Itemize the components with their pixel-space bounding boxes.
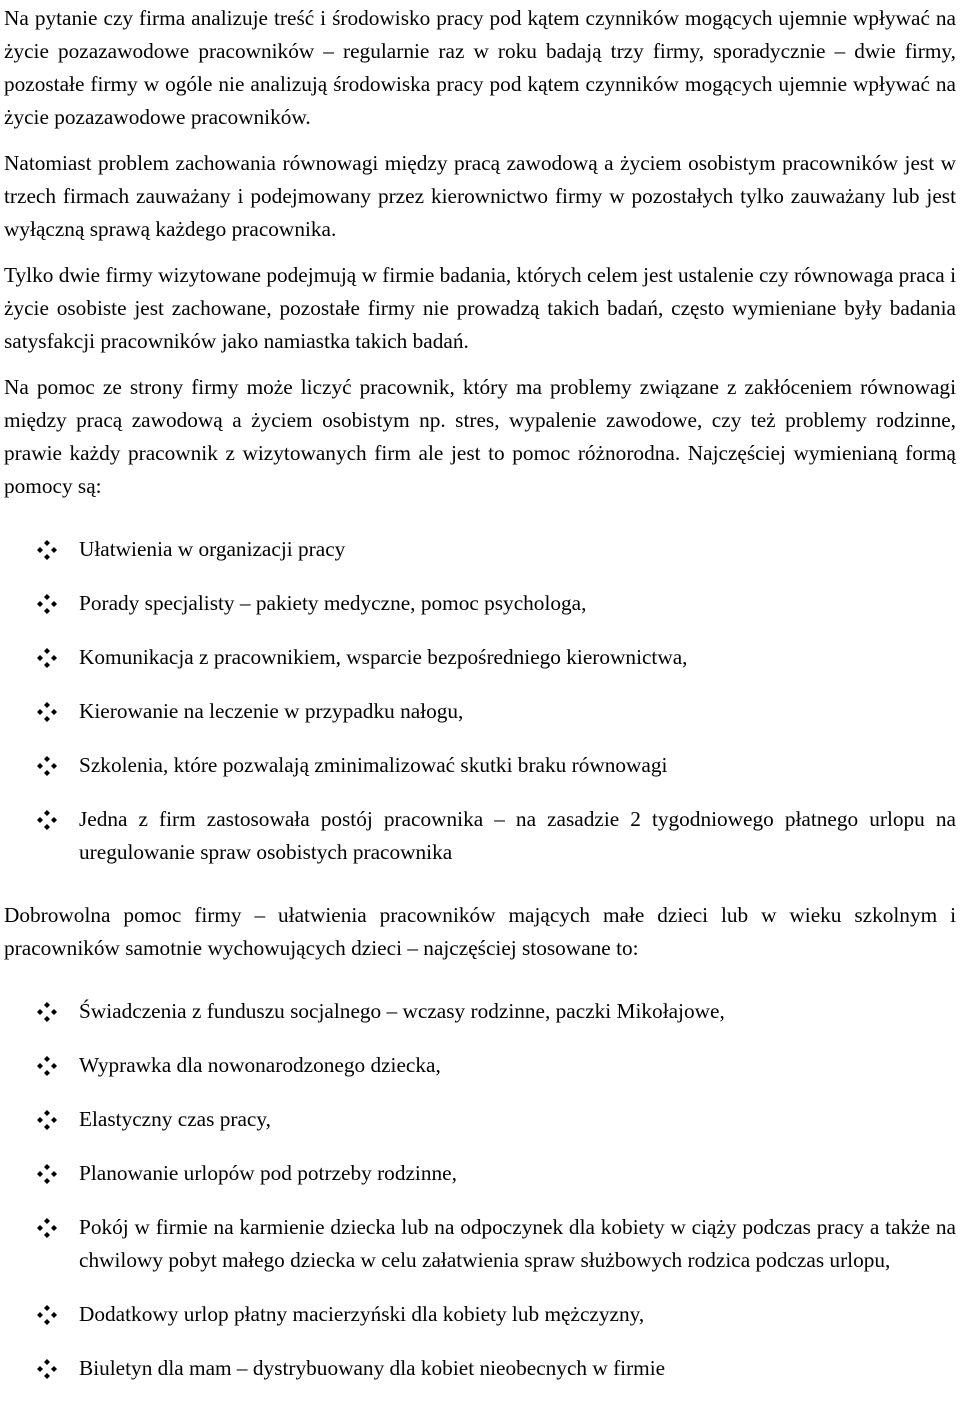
- list-item-text: Szkolenia, które pozwalają zminimalizować skutki braku równowagi: [79, 753, 668, 777]
- paragraph-analysis: Na pytanie czy firma analizuje treść i środowisko pracy pod kątem czynników mogących ujemnie wpływać na życie pozazawodowe pracowników – regularnie raz w roku badają trzy firmy, sporadycznie – dwie firmy, pozostałe firmy w ogóle nie analizują środowiska pracy pod kątem czynników mogących ujemnie wpływać na życie pozazawodowe pracowników.: [4, 6, 956, 129]
- list-item-text: Pokój w firmie na karmienie dziecka lub na odpoczynek dla kobiety w ciąży podczas pracy a także na chwilowy pobyt małego dziecka w celu załatwienia spraw służbowych rodzica podczas urlopu,: [79, 1215, 956, 1272]
- list-item: [4, 1049, 956, 1082]
- list-item: [4, 1157, 956, 1190]
- paragraph-research: Tylko dwie firmy wizytowane podejmują w firmie badania, których celem jest ustalenie czy równowaga praca i życie osobiste jest zachowane, pozostałe firmy nie prowadzą takich badań, często wymieniane były badania satysfakcji pracowników jako namiastka takich badań.: [4, 263, 956, 353]
- diamond-bullet-icon: [37, 1359, 57, 1379]
- list-item: [4, 1298, 956, 1331]
- diamond-bullet-icon: [37, 756, 57, 776]
- paragraph-voluntary-help: Dobrowolna pomoc firmy – ułatwienia pracowników mających małe dzieci lub w wieku szkolnym i pracowników samotnie wychowujących dzieci – najczęściej stosowane to:: [4, 903, 956, 960]
- list-item: [4, 995, 956, 1028]
- diamond-bullet-icon: [37, 1305, 57, 1325]
- list-item-text: Planowanie urlopów pod potrzeby rodzinne,: [79, 1161, 457, 1185]
- list-item: [4, 1103, 956, 1136]
- list-item: [4, 1352, 956, 1385]
- paragraph-support: Na pomoc ze strony firmy może liczyć pracownik, który ma problemy związane z zakłóceniem równowagi między pracą zawodową a życiem osobistym np. stres, wypalenie zawodowe, czy też problemy rodzinne, prawie każdy pracownik z wizytowanych firm ale jest to pomoc różnorodna. Najczęściej wymienianą formą pomocy są:: [4, 375, 956, 498]
- support-forms-list: [4, 533, 956, 869]
- list-item-text: Komunikacja z pracownikiem, wsparcie bezpośredniego kierownictwa,: [79, 645, 688, 669]
- list-item: [4, 641, 956, 674]
- diamond-bullet-icon: [37, 1110, 57, 1130]
- diamond-bullet-icon: [37, 648, 57, 668]
- list-item: [4, 1211, 956, 1277]
- list-item-text: Elastyczny czas pracy,: [79, 1107, 271, 1131]
- list-item: [4, 533, 956, 566]
- list-item-text: Wyprawka dla nowonarodzonego dziecka,: [79, 1053, 441, 1077]
- paragraph-balance-problem: Natomiast problem zachowania równowagi między pracą zawodową a życiem osobistym pracowników jest w trzech firmach zauważany i podejmowany przez kierownictwo firmy w pozostałych tylko zauważany lub jest wyłączną sprawą każdego pracownika.: [4, 151, 956, 241]
- diamond-bullet-icon: [37, 1218, 57, 1238]
- list-item-text: Świadczenia z funduszu socjalnego – wczasy rodzinne, paczki Mikołajowe,: [79, 999, 725, 1023]
- parent-benefits-list: [4, 995, 956, 1385]
- list-item-text: Ułatwienia w organizacji pracy: [79, 537, 346, 561]
- diamond-bullet-icon: [37, 702, 57, 722]
- list-item: [4, 695, 956, 728]
- diamond-bullet-icon: [37, 540, 57, 560]
- list-item-text: Biuletyn dla mam – dystrybuowany dla kobiet nieobecnych w firmie: [79, 1356, 666, 1380]
- list-item-text: Porady specjalisty – pakiety medyczne, pomoc psychologa,: [79, 591, 587, 615]
- diamond-bullet-icon: [37, 810, 57, 830]
- diamond-bullet-icon: [37, 1002, 57, 1022]
- list-item: [4, 587, 956, 620]
- list-item-text: Jedna z firm zastosowała postój pracownika – na zasadzie 2 tygodniowego płatnego urlopu na uregulowanie spraw osobistych pracownika: [79, 807, 956, 864]
- list-item-text: Kierowanie na leczenie w przypadku nałogu,: [79, 699, 464, 723]
- list-item: [4, 749, 956, 782]
- document-page: [4, 0, 956, 1385]
- diamond-bullet-icon: [37, 1164, 57, 1184]
- diamond-bullet-icon: [37, 594, 57, 614]
- diamond-bullet-icon: [37, 1056, 57, 1076]
- list-item-text: Dodatkowy urlop płatny macierzyński dla kobiety lub mężczyzny,: [79, 1302, 645, 1326]
- list-item: [4, 803, 956, 869]
